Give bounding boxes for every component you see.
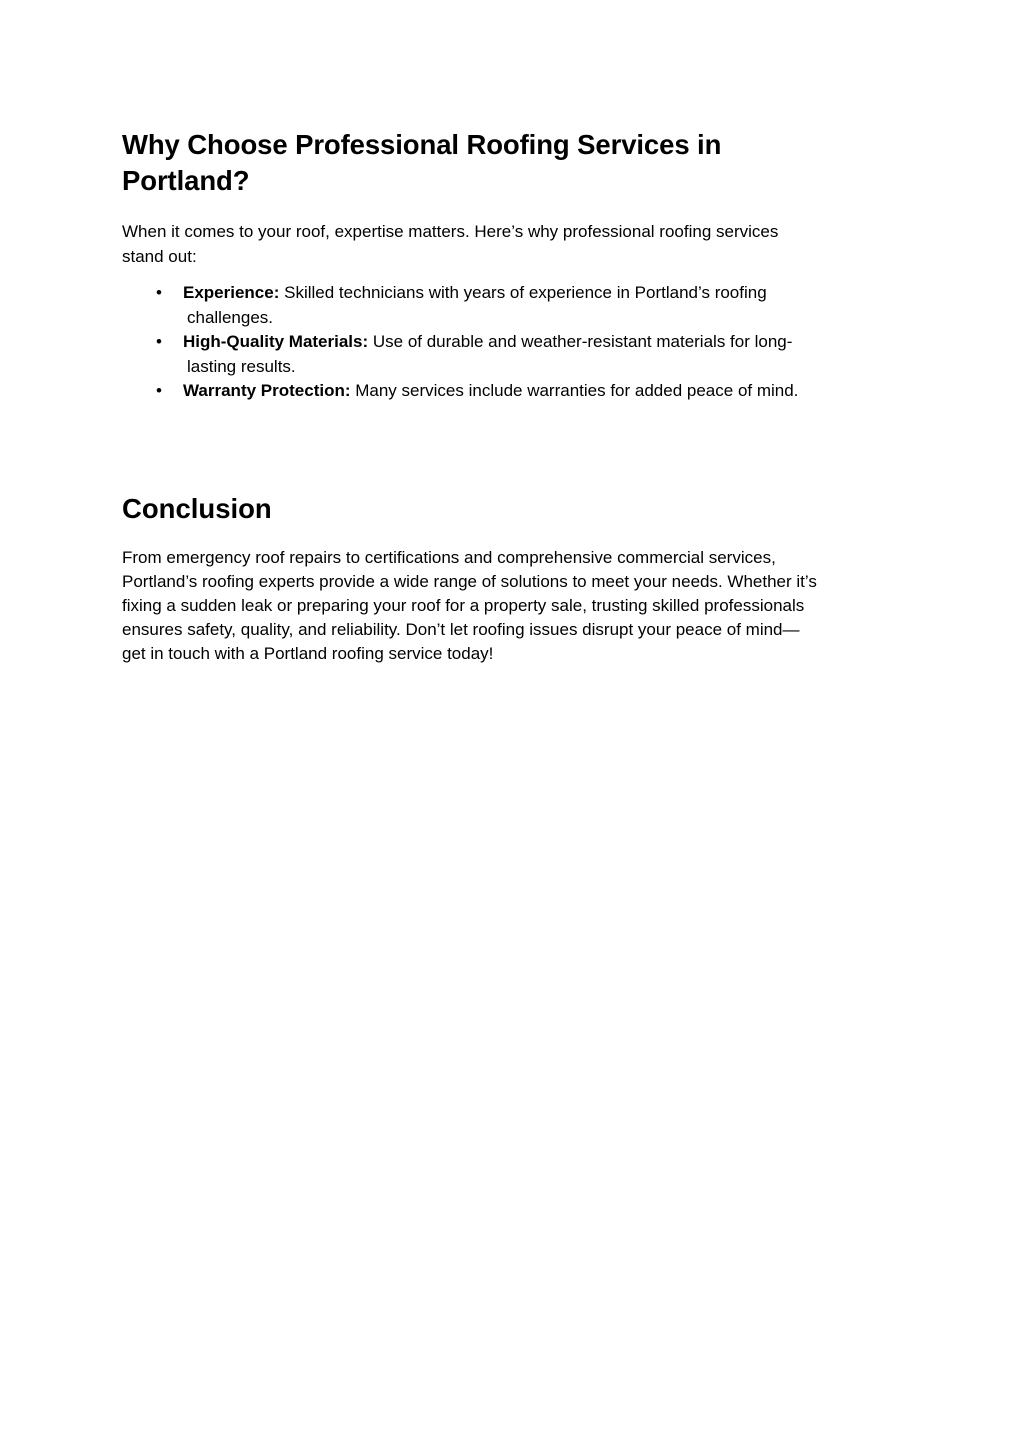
list-item-body	[183, 281, 873, 330]
benefit-term: Warranty Protection:	[183, 381, 351, 400]
intro-paragraph	[122, 219, 862, 269]
list-item-warranty-protection	[122, 379, 873, 404]
conclusion-line: ensures safety, quality, and reliability. Don’t let roofing issues disrupt your peace of mind—	[122, 620, 800, 640]
list-item-body	[183, 379, 873, 404]
section-heading-conclusion: Conclusion	[122, 492, 272, 524]
benefit-text: Use of durable and weather-resistant materials for long-	[368, 332, 793, 351]
heading-line-1: Why Choose Professional Roofing Services in	[122, 129, 722, 160]
bullet-icon: •	[156, 332, 162, 351]
intro-line-1: When it comes to your roof, expertise matters. Here’s why professional roofing services	[122, 222, 779, 241]
benefits-list	[122, 281, 902, 404]
benefit-text: Skilled technicians with years of experience in Portland’s roofing	[279, 283, 767, 302]
section-heading-why-choose	[122, 127, 902, 199]
conclusion-line: fixing a sudden leak or preparing your roof for a property sale, trusting skilled professionals	[122, 595, 805, 615]
conclusion-line: From emergency roof repairs to certifications and comprehensive commercial services,	[122, 547, 776, 567]
benefit-text-continued: challenges.	[187, 307, 274, 327]
conclusion-paragraph	[122, 546, 902, 667]
benefit-term: High-Quality Materials:	[183, 332, 369, 351]
conclusion-line: Portland’s roofing experts provide a wide range of solutions to meet your needs. Whether it’s	[122, 571, 817, 591]
benefit-text: Many services include warranties for added peace of mind.	[350, 381, 799, 400]
list-item-high-quality-materials	[122, 330, 873, 379]
list-item-experience	[122, 281, 873, 330]
bullet-icon: •	[156, 381, 162, 400]
list-item-body	[183, 330, 873, 379]
intro-line-2: stand out:	[122, 247, 197, 266]
bullet-icon: •	[156, 283, 162, 302]
document-page	[122, 127, 902, 667]
benefit-text-continued: lasting results.	[187, 356, 296, 376]
heading-line-2: Portland?	[122, 165, 250, 196]
conclusion-line: get in touch with a Portland roofing service today!	[122, 644, 494, 664]
benefit-term: Experience:	[183, 283, 280, 302]
